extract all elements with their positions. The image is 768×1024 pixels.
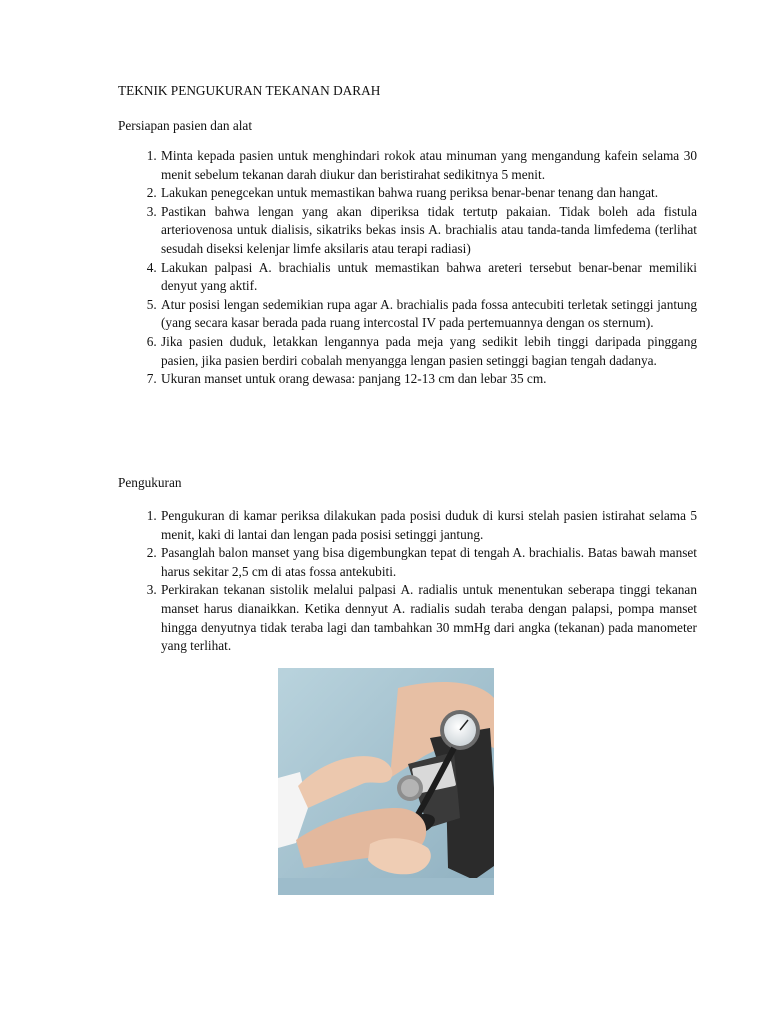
preparation-list — [118, 147, 697, 389]
list-item: 5. Atur posisi lengan sedemikian rupa agar A. brachialis pada fossa antecubiti terletak setinggi jantung (yang secara kasar berada pada ruang intercostal IV pada pertemuannya dengan os sternum). — [160, 296, 697, 333]
section-heading-persiapan: Persiapan pasien dan alat — [118, 118, 253, 133]
list-item: 7. Ukuran manset untuk orang dewasa: panjang 12-13 cm dan lebar 35 cm. — [160, 370, 697, 389]
list-item: 2. Pasanglah balon manset yang bisa digembungkan tepat di tengah A. brachialis. Batas bawah manset harus sekitar 2,5 cm di atas fossa antekubiti. — [160, 544, 697, 581]
list-item: 1. Minta kepada pasien untuk menghindari rokok atau minuman yang mengandung kafein selama 30 menit sebelum tekanan darah diukur dan beristirahat sedikitnya 5 menit. — [160, 147, 697, 184]
list-item: 6. Jika pasien duduk, letakkan lengannya pada meja yang sedikit lebih tinggi daripada pinggang pasien, jika pasien berdiri cobalah menyangga lengan pasien setinggi bagian tengah dadanya. — [160, 333, 697, 370]
blood-pressure-measurement-photo — [278, 668, 494, 895]
measurement-list — [118, 507, 697, 656]
list-item: 1. Pengukuran di kamar periksa dilakukan pada posisi duduk di kursi stelah pasien istirahat selama 5 menit, kaki di lantai dan lengan pada posisi setinggi jantung. — [160, 507, 697, 544]
document-title: TEKNIK PENGUKURAN TEKANAN DARAH — [118, 83, 381, 98]
list-item: 3. Perkirakan tekanan sistolik melalui palpasi A. radialis untuk menentukan seberapa tinggi tekanan manset harus dianaikkan. Ketika dennyut A. radialis sudah teraba dengan palapsi, pompa manset hingga denyutnya tidak teraba lagi dan tambahkan 30 mmHg dari angka (tekanan) pada manometer yang terlihat. — [160, 581, 697, 655]
list-item: 3. Pastikan bahwa lengan yang akan diperiksa tidak tertutp pakaian. Tidak boleh ada fistula arteriovenosa untuk dialisis, sikatriks bekas insis A. brachialis atau tanda-tanda limfedema (terlihat sesudah diseksi kelenjar limfe aksilaris atau terapi radiasi) — [160, 203, 697, 259]
list-item: 2. Lakukan penegcekan untuk memastikan bahwa ruang periksa benar-benar tenang dan hangat. — [160, 184, 697, 203]
section-heading-pengukuran: Pengukuran — [118, 475, 182, 490]
list-item: 4. Lakukan palpasi A. brachialis untuk memastikan bahwa areteri tersebut benar-benar memiliki denyut yang aktif. — [160, 259, 697, 296]
